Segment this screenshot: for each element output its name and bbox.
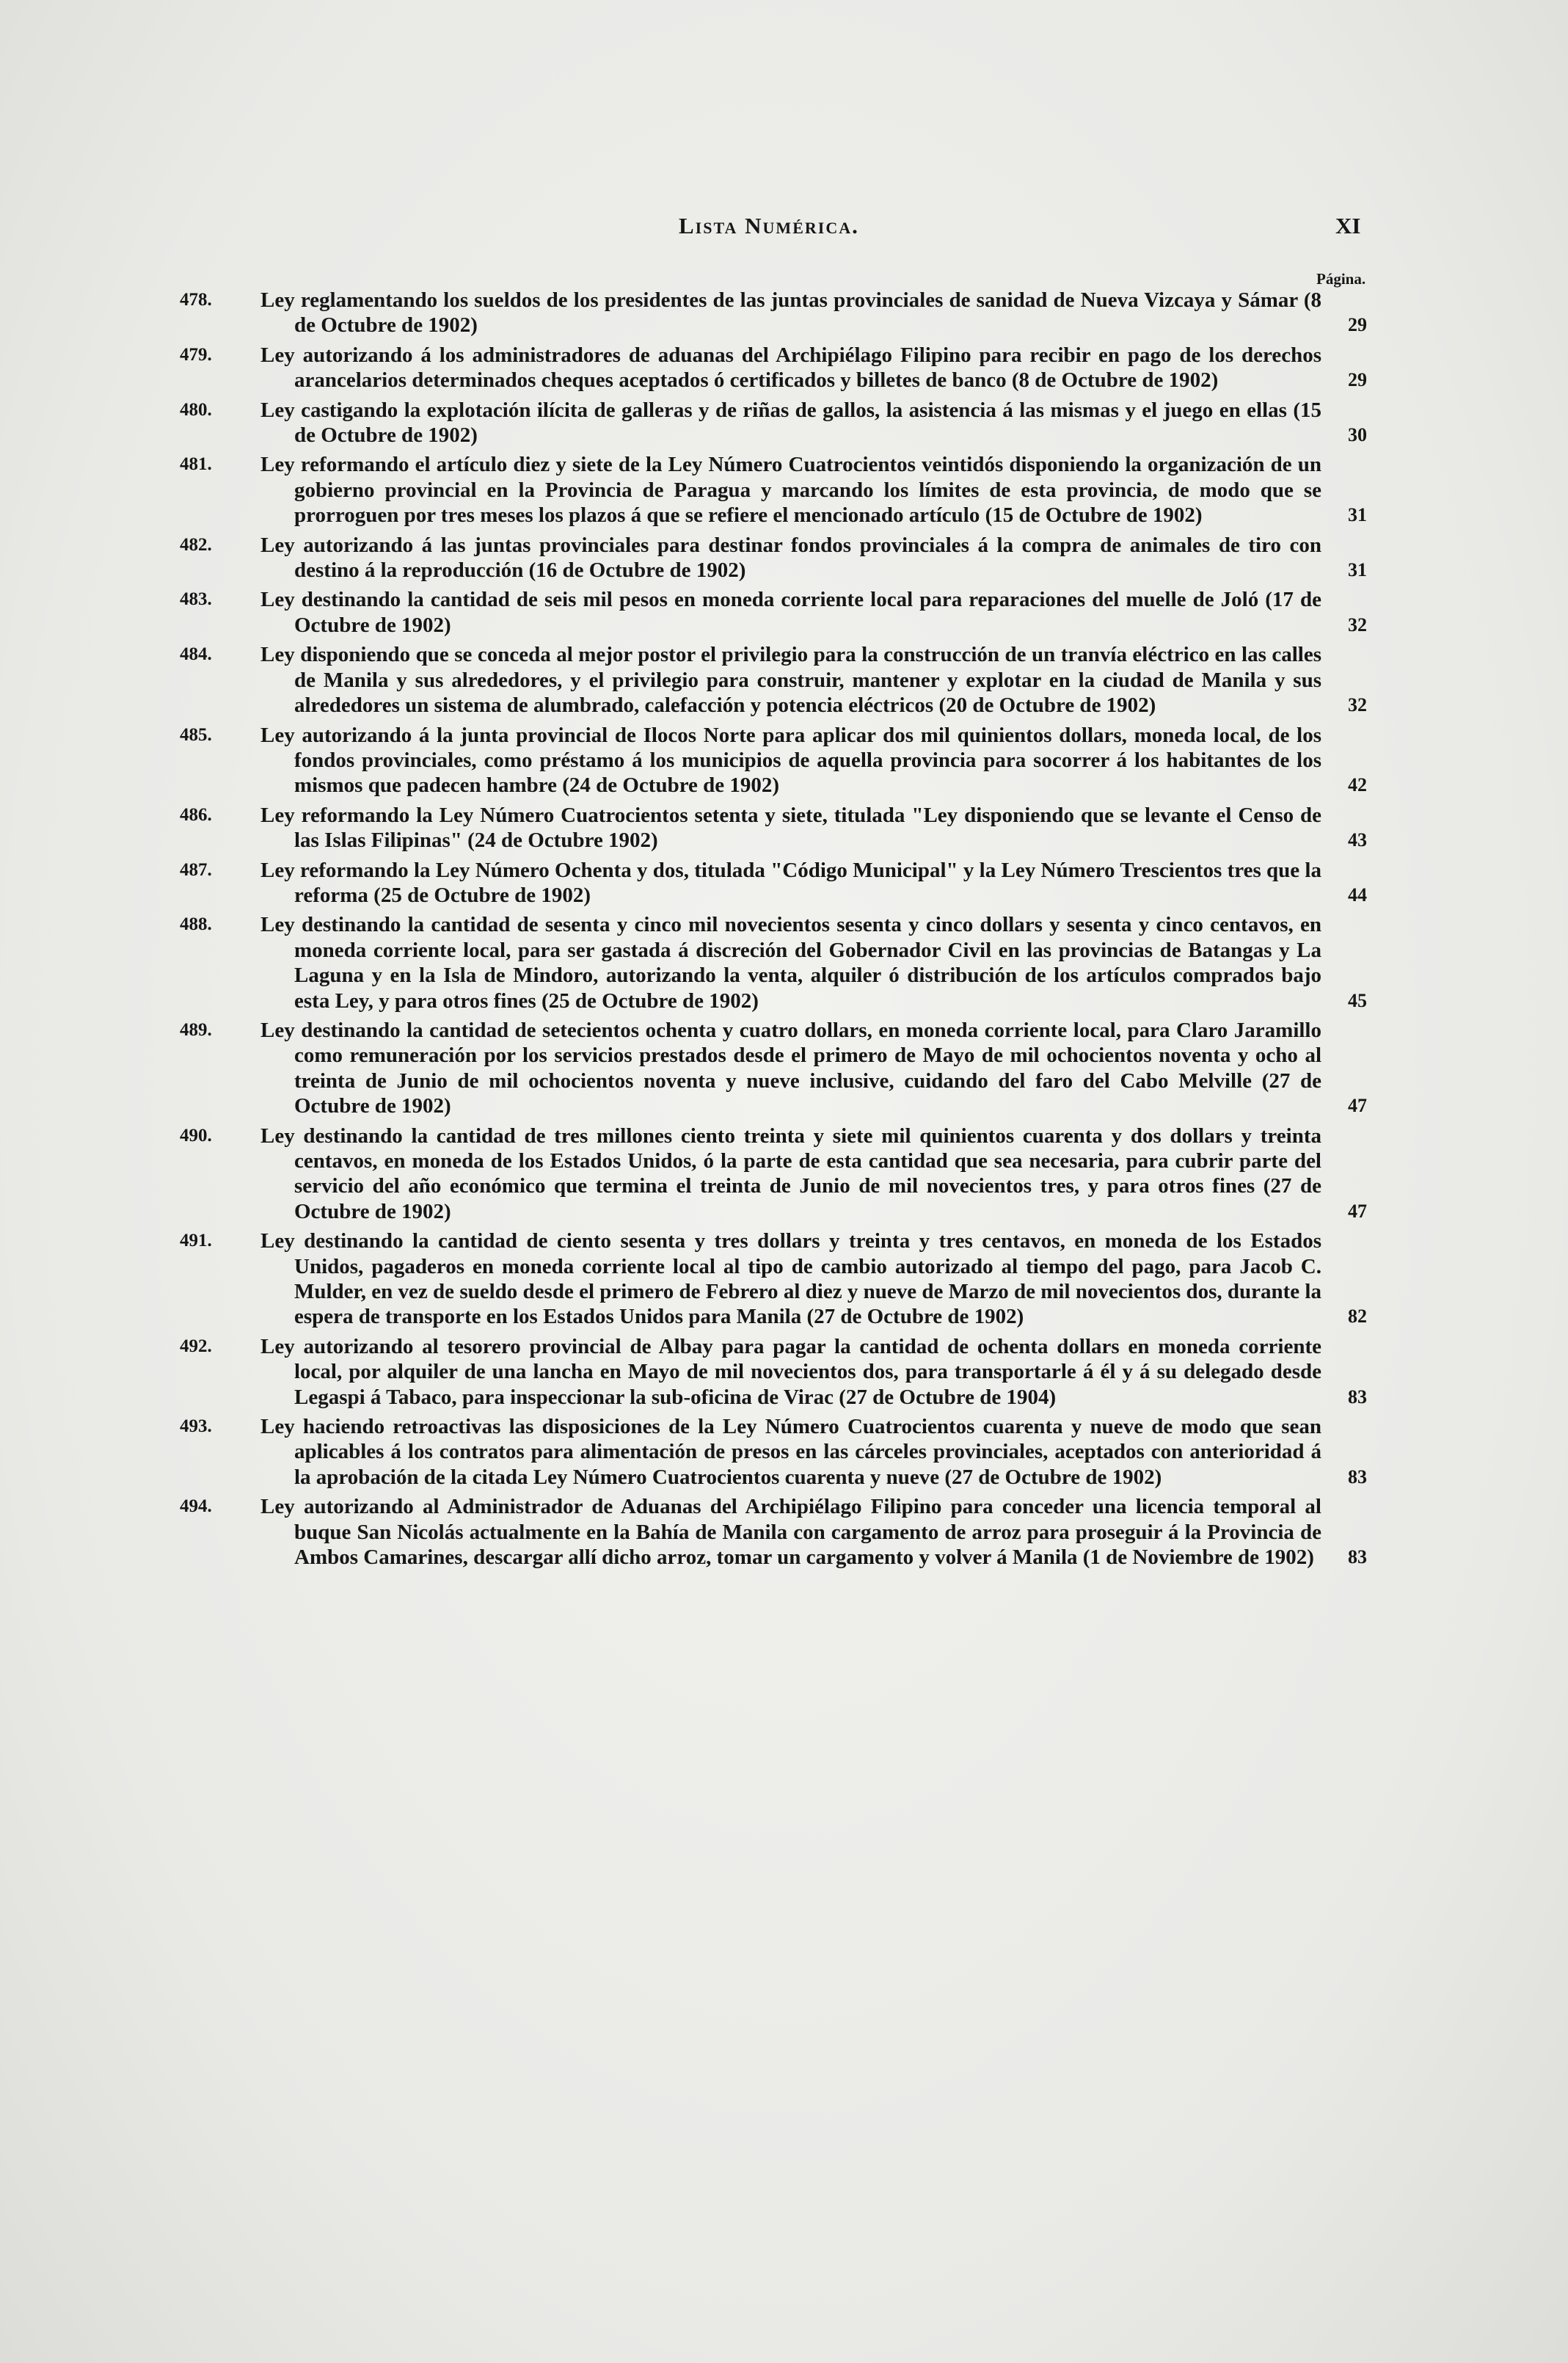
page-column-label: Página. xyxy=(1316,270,1366,288)
entry-text: Ley destinando la cantidad de ciento sesenta y tres dollars y treinta y tres centavos, en moneda de los Estados Unidos, pagaderos en moneda corriente local al tipo de cambio autorizado al tiempo del pago, para Jacob C. Mulder, en vez de sueldo desde el primero de Febrero al diez y nueve de Marzo de mil novecientos dos, durante la espera de transporte en los Estados Unidos para Manila (27 de Octubre de 1902) xyxy=(260,1229,1321,1329)
entry-page: 44 xyxy=(1348,884,1367,906)
entry-page: 32 xyxy=(1348,694,1367,716)
entry-text: Ley reformando la Ley Número Ochenta y dos, titulada "Código Municipal" y la Ley Número Trescientos tres que la reforma (25 de Octubre de 1902) xyxy=(260,858,1321,907)
list-item xyxy=(180,858,1368,909)
entry-number: 481. xyxy=(180,454,212,475)
list-item xyxy=(180,723,1368,798)
entry-page: 31 xyxy=(1348,504,1367,526)
entry-number: 483. xyxy=(180,589,212,610)
list-item xyxy=(180,1228,1368,1330)
entry-page: 30 xyxy=(1348,424,1367,446)
entry-page: 83 xyxy=(1348,1546,1367,1568)
list-item xyxy=(180,803,1368,853)
list-item xyxy=(180,452,1368,528)
entry-number: 486. xyxy=(180,804,212,825)
entry-text: Ley reformando el artículo diez y siete de la Ley Número Cuatrocientos veintidós disponiendo la organización de un gobierno provincial en la Provincia de Paragua y marcando los límites de esta provincia, de modo que se prorroguen por tres meses los plazos á que se refiere el mencionado artículo (15 de Octubre de 1902) xyxy=(260,453,1321,528)
page-title: Lista Numérica. xyxy=(679,213,859,239)
list-item xyxy=(180,343,1368,393)
list-item xyxy=(180,587,1368,638)
list-item xyxy=(180,1334,1368,1410)
entry-page: 83 xyxy=(1348,1466,1367,1488)
list-item xyxy=(180,1494,1368,1570)
entry-page: 47 xyxy=(1348,1200,1367,1222)
entry-text: Ley reformando la Ley Número Cuatrocientos setenta y siete, titulada "Ley disponiendo que se levante el Censo de las Islas Filipinas" (24 de Octubre 1902) xyxy=(260,803,1321,853)
entry-list xyxy=(180,288,1368,1575)
entry-text: Ley castigando la explotación ilícita de galleras y de riñas de gallos, la asistencia á las mismas y el juego en ellas (15 de Octubre de 1902) xyxy=(260,398,1321,448)
entry-page: 29 xyxy=(1348,314,1367,336)
entry-text: Ley destinando la cantidad de tres millones ciento treinta y siete mil quinientos cuarenta y dos dollars y treinta centavos, en moneda de los Estados Unidos, ó la parte de esta cantidad que sea necesaria, para cubrir parte del servicio del año económico que termina el treinta de Junio de mil novecientos tres, y para otros fines (27 de Octubre de 1902) xyxy=(260,1124,1321,1223)
entry-number: 494. xyxy=(180,1496,212,1517)
entry-number: 480. xyxy=(180,399,212,420)
list-item xyxy=(180,1018,1368,1119)
entry-number: 490. xyxy=(180,1125,212,1146)
list-item xyxy=(180,1414,1368,1490)
entry-page: 83 xyxy=(1348,1386,1367,1408)
entry-page: 31 xyxy=(1348,559,1367,581)
entry-page: 47 xyxy=(1348,1095,1367,1117)
entry-text: Ley destinando la cantidad de seis mil pesos en moneda corriente local para reparaciones del muelle de Joló (17 de Octubre de 1902) xyxy=(260,588,1321,637)
list-item xyxy=(180,1124,1368,1225)
entry-number: 485. xyxy=(180,724,212,745)
entry-text: Ley disponiendo que se conceda al mejor postor el privilegio para la construcción de un tranvía eléctrico en las calles de Manila y sus alrededores, y el privilegio para construir, mantener y explotar en la ciudad de Manila y sus alrededores un sistema de alumbrado, calefacción y potencia eléctricos (20 de Octubre de 1902) xyxy=(260,643,1321,718)
entry-text: Ley destinando la cantidad de sesenta y cinco mil novecientos sesenta y cinco dollars y sesenta y cinco centavos, en moneda corriente local, para ser gastada á discreción del Gobernador Civil en las provincias de Batangas y La Laguna y en la Isla de Mindoro, autorizando la venta, alquiler ó distribución de los artículos comprados bajo esta Ley, y para otros fines (25 de Octubre de 1902) xyxy=(260,913,1321,1013)
page-header xyxy=(0,213,1568,250)
entry-number: 492. xyxy=(180,1336,212,1356)
entry-page: 29 xyxy=(1348,369,1367,391)
entry-page: 43 xyxy=(1348,829,1367,851)
entry-number: 478. xyxy=(180,290,212,310)
page-number: XI xyxy=(1335,213,1361,239)
list-item xyxy=(180,533,1368,583)
entry-text: Ley autorizando á los administradores de aduanas del Archipiélago Filipino para recibir en pago de los derechos arancelarios determinados cheques aceptados ó certificados y billetes de banco (8 de Octubre de 1902) xyxy=(260,343,1321,393)
entry-page: 82 xyxy=(1348,1306,1367,1328)
list-item xyxy=(180,642,1368,718)
entry-number: 489. xyxy=(180,1019,212,1040)
list-item xyxy=(180,288,1368,338)
entry-number: 493. xyxy=(180,1416,212,1437)
entry-text: Ley autorizando á la junta provincial de Ilocos Norte para aplicar dos mil quinientos dollars, moneda local, de los fondos provinciales, como préstamo á los municipios de aquella provincia para socorrer á los habitantes de los mismos que padecen hambre (24 de Octubre de 1902) xyxy=(260,723,1321,798)
entry-text: Ley autorizando al tesorero provincial de Albay para pagar la cantidad de ochenta dollars en moneda corriente local, por alquiler de una lancha en Mayo de mil novecientos dos, para transportarle á él y á su delegado desde Legaspi á Tabaco, para inspeccionar la sub-oficina de Virac (27 de Octubre de 1904) xyxy=(260,1334,1321,1409)
list-item xyxy=(180,398,1368,448)
entry-number: 491. xyxy=(180,1231,212,1251)
entry-number: 479. xyxy=(180,344,212,365)
entry-number: 488. xyxy=(180,914,212,935)
list-item xyxy=(180,912,1368,1013)
entry-text: Ley autorizando á las juntas provinciales para destinar fondos provinciales á la compra de animales de tiro con destino á la reproducción (16 de Octubre de 1902) xyxy=(260,533,1321,583)
entry-number: 484. xyxy=(180,644,212,665)
entry-number: 482. xyxy=(180,534,212,555)
entry-page: 45 xyxy=(1348,989,1367,1011)
entry-number: 487. xyxy=(180,859,212,880)
entry-text: Ley autorizando al Administrador de Aduanas del Archipiélago Filipino para conceder una licencia temporal al buque San Nicolás actualmente en la Bahía de Manila con cargamento de arroz para proseguir á la Provincia de Ambos Camarines, descargar allí dicho arroz, tomar un cargamento y volver á Manila (1 de Noviembre de 1902) xyxy=(260,1495,1321,1570)
entry-page: 42 xyxy=(1348,774,1367,796)
entry-page: 32 xyxy=(1348,613,1367,636)
entry-text: Ley reglamentando los sueldos de los presidentes de las juntas provinciales de sanidad de Nueva Vizcaya y Sámar (8 de Octubre de 1902) xyxy=(260,288,1321,338)
entry-text: Ley destinando la cantidad de setecientos ochenta y cuatro dollars, en moneda corriente local, para Claro Jaramillo como remuneración por los servicios prestados desde el primero de Mayo de mil ochocientos noventa y ocho al treinta de Junio de mil ochocientos noventa y nueve inclusive, cuidando del faro del Cabo Melville (27 de Octubre de 1902) xyxy=(260,1018,1321,1118)
entry-text: Ley haciendo retroactivas las disposiciones de la Ley Número Cuatrocientos cuarenta y nueve de modo que sean aplicables á los contratos para alimentación de presos en las cárceles provinciales, aceptados con anterioridad á la aprobación de la citada Ley Número Cuatrocientos cuarenta y nueve (27 de Octubre de 1902) xyxy=(260,1415,1321,1489)
